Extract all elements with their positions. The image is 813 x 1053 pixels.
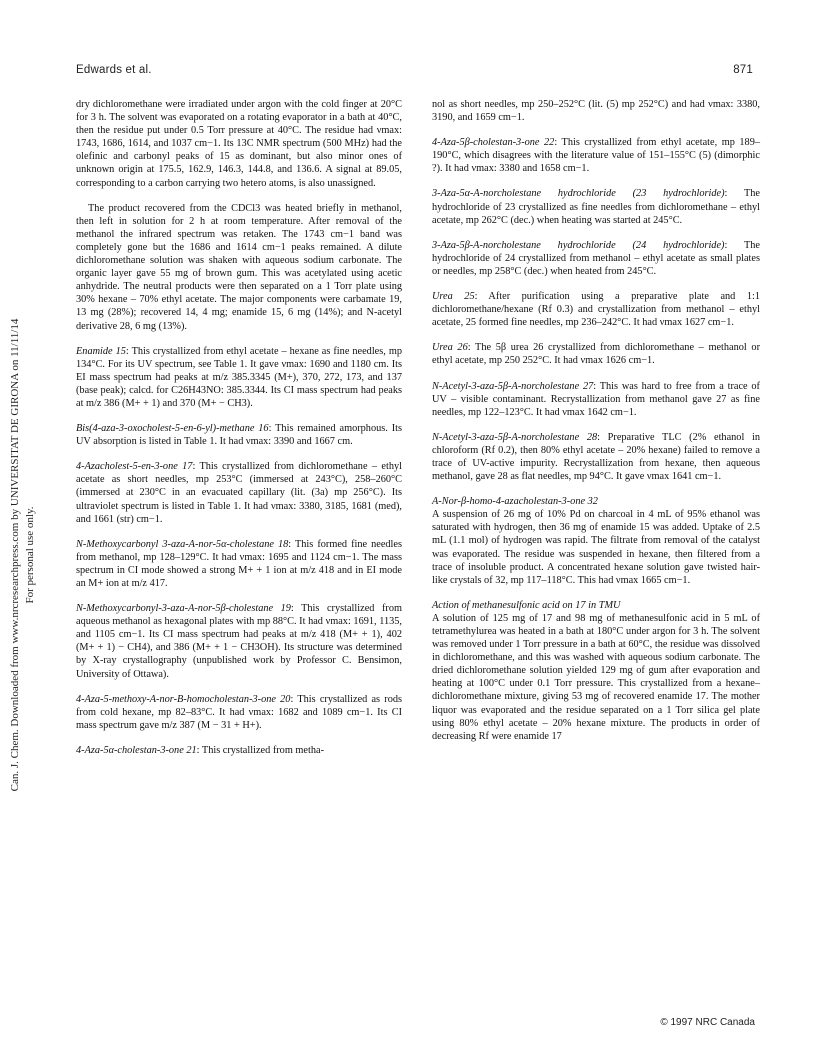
paragraph-text: dry dichloromethane were irradiated under argon with the cold finger at 20°C for 3 h. The solvent was evaporated on a rotating evaporator in a bath at 40°C, then the residue put under 0.5 Torr pressure at 40°C. The residue had νmax: 1743, 1686, 1614, and 1037 cm−1. Its 13C NMR spectrum (500 MHz) had the olefinic and carbonyl peaks of 15 as dominant, but also minor ones of unknown origin at 175.5, 162.9, 146.3, 144.8, and 136.6. A signal at 89.05, corresponding to a carbon carrying two hetero atoms, is also unassigned.: [76, 99, 402, 189]
paragraph-text: : This crystallized from ethyl acetate, mp 189–190°C, which disagrees with the literature value of 151–155°C (5) (dimorphic ?). It had νmax: 3380 and 1658 cm−1.: [432, 137, 760, 175]
left-text-column: [76, 98, 402, 769]
watermark-line-2: For personal use only.: [24, 506, 36, 604]
paragraph: [76, 460, 402, 525]
section-heading: A-Nor-β-homo-4-azacholestan-3-one 32: [432, 496, 598, 508]
compound-title: Urea 26: [432, 342, 468, 354]
page-number: 871: [733, 64, 753, 76]
paragraph: [76, 98, 402, 190]
paragraph-text: : After purification using a preparative plate and 1:1 dichloromethane/hexane (Rf 0.3) and crystallization from methanol – ethyl acetate, 25 formed fine needles, mp 236–242°C. It had νmax 1627 cm−1.: [432, 291, 760, 329]
paragraph: [432, 341, 760, 367]
compound-title: Enamide 15: [76, 345, 126, 357]
watermark-line-1: Can. J. Chem. Downloaded from www.nrcresearchpress.com by UNIVERSITAT DE GIRONA on 11/11/14: [9, 318, 21, 792]
paragraph: [76, 422, 402, 448]
paragraph-text: : This crystallized from aqueous methanol as hexagonal plates with mp 88°C. It had νmax: 1691, 1135, and 1105 cm−1. Its CI mass spectrum had peaks at m/z 418 (M+ + 1), 402 (M+ + 1) − CH4), and 386 (M+ + 1 − CH3OH). Its structure was determined by X-ray crystallography (unpublished work by Professor C. Bensimon, University of Ottawa).: [76, 603, 402, 680]
paragraph: [76, 538, 402, 590]
paragraph: [76, 602, 402, 681]
right-text-column: [432, 98, 760, 755]
compound-title: 4-Aza-5α-cholestan-3-one 21: [76, 744, 197, 756]
paragraph-text: : The hydrochloride of 23 crystallized as fine needles from dichloromethane – ethyl acetate, mp 262°C (dec.) when heating was started at 245°C.: [432, 188, 760, 226]
paragraph: [432, 239, 760, 278]
paragraph-text: : This formed fine needles from methanol, mp 128–129°C. It had νmax: 1695 and 1124 cm−1. The mass spectrum in CI mode showed a strong M+ + 1 ion at m/z 418 and in EI mode an M+ ion at m/z 417.: [76, 538, 402, 589]
running-header-authors: Edwards et al.: [76, 64, 152, 76]
compound-title: N-Acetyl-3-aza-5β-A-norcholestane 28: [432, 431, 598, 443]
download-watermark: [8, 265, 38, 845]
compound-title: 4-Aza-5β-cholestan-3-one 22: [432, 137, 555, 149]
paragraph-text: : This crystallized from ethyl acetate – hexane as fine needles, mp 134°C. For its UV spectrum, see Table 1. It gave νmax: 1690 and 1180 cm. Its EI mass spectrum had peaks at m/z 385.3345 (M+), 370, 272, 173, and 137 (base peak); calcd. for C26H43NO: 385.3344. Its CI mass spectrum had peaks at m/z 386 (M+ + 1) and 370 (M+ − CH3).: [76, 345, 402, 409]
compound-title: 3-Aza-5β-A-norcholestane hydrochloride (24 hydrochloride): [432, 239, 725, 251]
paragraph: [432, 290, 760, 329]
paragraph: [76, 202, 402, 333]
paragraph-text: : This remained amorphous. Its UV absorption is listed in Table 1. It had νmax: 3390 and 1667 cm.: [76, 423, 402, 448]
compound-title: N-Acetyl-3-aza-5β-A-norcholestane 27: [432, 380, 594, 392]
paragraph-text: : This crystallized from metha-: [196, 744, 324, 756]
paragraph: [76, 744, 402, 757]
paragraph-text: : The hydrochloride of 24 crystallized from methanol – ethyl acetate as small plates or needles, mp 258°C (dec.) when heated from 245°C.: [432, 239, 760, 277]
section-block: [432, 495, 760, 587]
compound-title: N-Methoxycarbonyl 3-aza-A-nor-5α-cholestane 18: [76, 538, 289, 550]
compound-title: 3-Aza-5α-A-norcholestane hydrochloride (23 hydrochloride): [432, 188, 725, 200]
paragraph-text: nol as short needles, mp 250–252°C (lit. (5) mp 252°C) and had νmax: 3380, 3190, and 1659 cm−1.: [432, 99, 760, 124]
compound-title: 4-Azacholest-5-en-3-one 17: [76, 461, 193, 473]
paragraph-text: A suspension of 26 mg of 10% Pd on charcoal in 4 mL of 95% ethanol was saturated with hydrogen, then 36 mg of enamide 15 was added. Uptake of 2.5 mL (1.1 mol) of hydrogen was rapid. The filtrate from removal of the catalyst was evaporated. The residue was suspended in hexane, then filtered from a trace of insoluble product. A concentrated hexane solution gave twisted hair-like crystals of 32, mp 117–118°C. This had νmax 1665 cm−1.: [432, 509, 760, 586]
paragraph: [76, 693, 402, 732]
paragraph: [432, 380, 760, 419]
paragraph: [432, 431, 760, 483]
paragraph: [76, 345, 402, 410]
paragraph-text: : This was hard to free from a trace of UV – visible contaminant. Recrystallization from methanol gave 27 as fine needles, mp 122–123°C. It had νmax 1642 cm−1.: [432, 380, 760, 418]
paragraph: [432, 98, 760, 124]
compound-title: Bis(4-aza-3-oxocholest-5-en-6-yl)-methane 16: [76, 423, 269, 435]
paragraph: [432, 136, 760, 175]
paragraph-text: : The 5β urea 26 crystallized from dichloromethane – methanol or ethyl acetate, mp 250 252°C. It had νmax 1626 cm−1.: [432, 342, 760, 367]
paragraph-text: : This crystallized as rods from cold hexane, mp 82–83°C. It had νmax: 1682 and 1089 cm−1. Its CI mass spectrum gave m/z 387 (M − 31 + H+).: [76, 693, 402, 731]
paragraph-text: : Preparative TLC (2% ethanol in chloroform (Rf 0.2), then 80% ethyl acetate – 20% hexane) failed to remove a trace of UV-active impurity. Recrystallization from hexane, then aqueous methanol, gave 28 as flat needles, mp 94°C. It gave νmax 1641 cm−1.: [432, 431, 760, 483]
paragraph: [432, 187, 760, 226]
compound-title: Urea 25: [432, 291, 475, 303]
paragraph-text: A solution of 125 mg of 17 and 98 mg of methanesulfonic acid in 5 mL of tetramethylurea was heated in a bath at 180°C under argon for 3 h. The solvent was removed under 1 Torr pressure in a bath at 60°C, the residue was dissolved in dichloromethane, and this was washed with aqueous sodium carbonate. The dried dichloromethane solution yielded 129 mg of gum after evaporation and heating at 100°C under 0.1 Torr pressure. This crystallized from a hexane–dichloromethane mixture, giving 53 mg of recovered enamide 17. The mother liquor was evaporated and the residue separated on a 1 Torr silica gel plate using 80% ethyl acetate – 20% hexane mixture. The products in order of decreasing Rf were enamide 17: [432, 612, 760, 742]
section-block: [432, 599, 760, 743]
paragraph-text: The product recovered from the CDCl3 was heated briefly in methanol, then left in solution for 2 h at room temperature. After removal of the methanol the infrared spectrum was retaken. The 1743 cm−1 band was completely gone but the 1686 and 1614 cm−1 peaks remained. A dilute dichloromethane solution was shaken with aqueous sodium carbonate. The organic layer gave 55 mg of brown gum. This was acetylated using acetic anhydride. The neutral products were then separated on a 1 Torr plate using 30% hexane – 70% ethyl acetate. The major components were carbamate 19, 13 mg (28%); recovered 14, 4 mg; enamide 15, 6 mg (14%); and N-acetyl derivative 28, 6 mg (13%).: [76, 202, 402, 332]
compound-title: N-Methoxycarbonyl-3-aza-A-nor-5β-cholestane 19: [76, 603, 291, 615]
section-heading: Action of methanesulfonic acid on 17 in TMU: [432, 599, 621, 611]
compound-title: 4-Aza-5-methoxy-A-nor-B-homocholestan-3-one 20: [76, 693, 291, 705]
copyright-footer: © 1997 NRC Canada: [660, 1017, 755, 1028]
paragraph-text: : This crystallized from dichloromethane – ethyl acetate as short needles, mp 253°C (immersed at 243°C), 258–260°C (immersed at 230°C in an evacuated capillary (lit. (3a) mp 256°C). Its ultraviolet spectrum is listed in Table 1. It had νmax: 3380, 3185, 1681 (med), and 1661 (str) cm−1.: [76, 461, 402, 525]
